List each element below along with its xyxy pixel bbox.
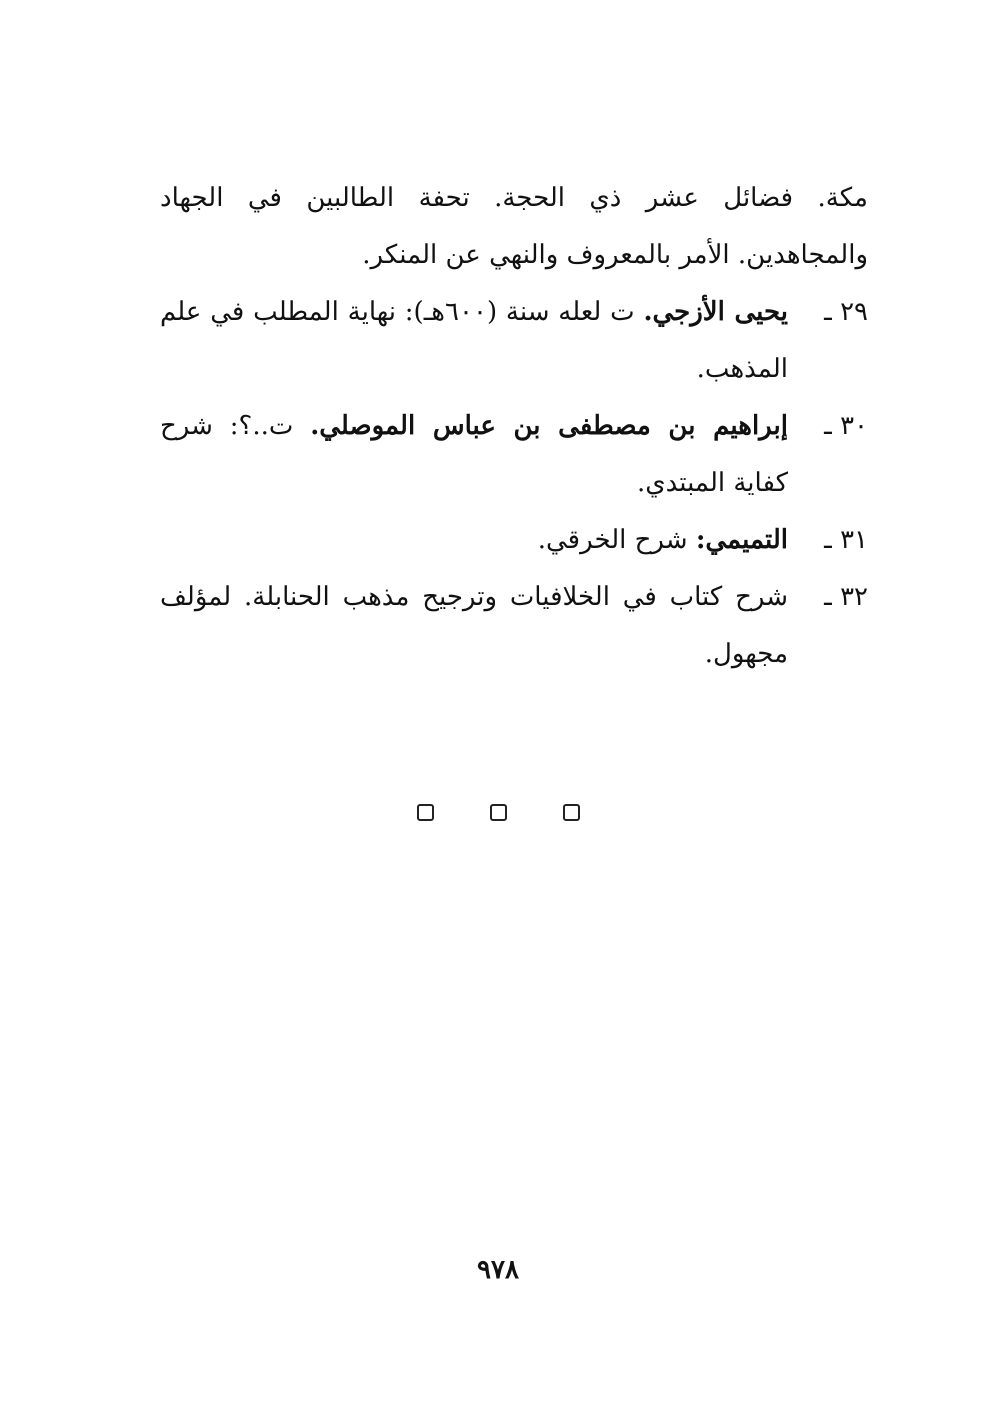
entry-number: ٣١ ـ [824, 525, 868, 555]
square-ornament-icon [563, 804, 580, 821]
page-number: ٩٧٨ [477, 1255, 519, 1285]
entry-text: ت..؟: شرح كفاية المبتدي. [160, 411, 788, 498]
entry-29 [160, 284, 868, 398]
entry-number: ٣٠ ـ [824, 411, 868, 441]
entry-text: شرح الخرقي. [537, 525, 696, 555]
entry-author: يحيى الأزجي. [643, 297, 789, 327]
entry-body [160, 398, 788, 512]
entry-body [160, 512, 788, 569]
entry-31 [160, 512, 868, 569]
entry-32 [160, 569, 868, 683]
entry-number: ٢٩ ـ [824, 297, 868, 327]
entry-body [160, 569, 788, 683]
square-ornament-icon [417, 804, 434, 821]
text-block [160, 170, 868, 683]
section-separator [0, 804, 996, 826]
entry-author: إبراهيم بن مصطفى بن عباس الموصلي. [310, 411, 788, 441]
entry-text: ت لعله سنة (٦٠٠هـ): نهاية المطلب في علم المذهب. [160, 297, 788, 384]
entry-text: شرح كتاب في الخلافيات وترجيح مذهب الحنابلة. لمؤلف مجهول. [160, 582, 788, 669]
entry-number: ٣٢ ـ [824, 582, 868, 612]
entry-author: التميمي: [695, 525, 788, 555]
entry-body [160, 284, 788, 398]
square-ornament-icon [490, 804, 507, 821]
entry-30 [160, 398, 868, 512]
intro-paragraph: مكة. فضائل عشر ذي الحجة. تحفة الطالبين في الجهاد والمجاهدين. الأمر بالمعروف والنهي عن المنكر. [160, 183, 868, 270]
